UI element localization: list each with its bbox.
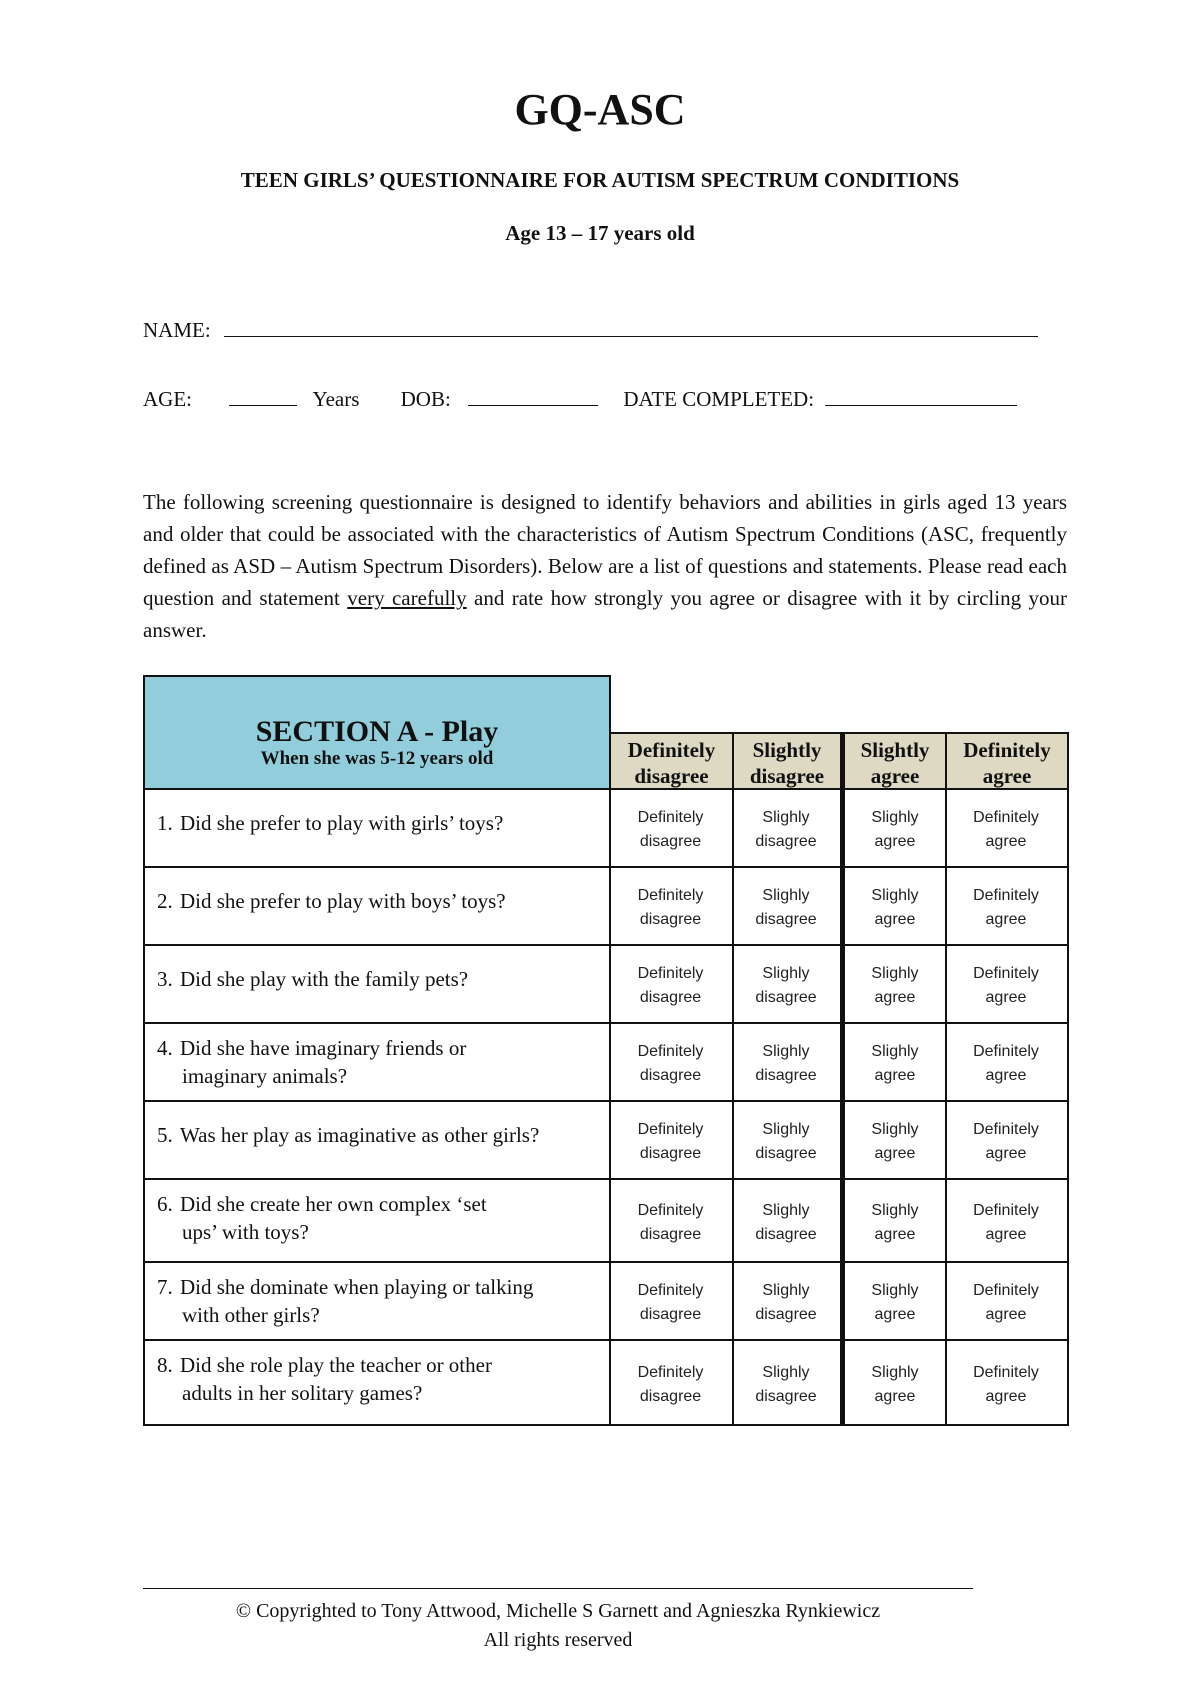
question-row <box>143 1341 611 1426</box>
answer-option-slightly-agree[interactable] <box>840 1102 947 1180</box>
answer-label: disagree <box>755 833 817 850</box>
answer-label: Slighly <box>871 809 919 826</box>
intro-paragraph <box>143 486 1067 646</box>
question-line: imaginary animals? <box>182 1064 348 1088</box>
answer-label: agree <box>874 833 916 850</box>
question-line: Did she prefer to play with boys’ toys? <box>180 889 506 913</box>
question-number: 1. <box>157 811 173 835</box>
column-header-line: Definitely <box>963 738 1051 762</box>
intro-text-2: and rate how strongly you agree or disagree with it by circling your answer. <box>143 586 1067 642</box>
question-line: Did she play with the family pets? <box>180 967 469 991</box>
question-row <box>143 1102 611 1180</box>
answer-option-definitely-disagree[interactable] <box>609 946 734 1024</box>
question-line: with other girls? <box>182 1303 320 1327</box>
copyright-text: © Copyrighted to Tony Attwood, Michelle S Garnett and Agnieszka Rynkiewicz <box>235 1600 881 1622</box>
answer-option-slightly-agree[interactable] <box>840 1263 947 1341</box>
document-title: GQ-ASC <box>514 85 686 134</box>
answer-option-definitely-agree[interactable] <box>945 1024 1069 1102</box>
answer-label: Definitely <box>637 1202 704 1219</box>
answer-label: Definitely <box>637 1364 704 1381</box>
answer-label: Slighly <box>871 965 919 982</box>
section-header <box>143 675 611 790</box>
answer-label: disagree <box>755 1145 817 1162</box>
answer-option-slightly-agree[interactable] <box>840 946 947 1024</box>
answer-label: Slighly <box>762 1043 810 1060</box>
answer-option-slightly-agree[interactable] <box>840 1024 947 1102</box>
question-number: 4. <box>157 1036 173 1060</box>
answer-label: Definitely <box>973 1364 1039 1381</box>
answer-label: agree <box>874 1145 916 1162</box>
answer-label: disagree <box>639 1067 702 1084</box>
years-label: Years <box>312 387 360 411</box>
answer-label: Slighly <box>762 1202 810 1219</box>
question-row <box>143 1263 611 1341</box>
answer-option-definitely-agree[interactable] <box>945 1341 1069 1426</box>
answer-label: Slighly <box>871 887 919 904</box>
question-text <box>157 887 601 915</box>
answer-option-definitely-disagree[interactable] <box>609 790 734 868</box>
answer-option-definitely-disagree[interactable] <box>609 1341 734 1426</box>
answer-option-slightly-agree[interactable] <box>840 1341 947 1426</box>
rights-text: All rights reserved <box>483 1629 633 1651</box>
answer-label: disagree <box>639 833 702 850</box>
column-header-definitely-disagree <box>609 732 734 790</box>
answer-label: disagree <box>639 1145 702 1162</box>
age-field[interactable] <box>229 387 297 406</box>
answer-option-slightly-agree[interactable] <box>840 868 947 946</box>
question-line: Did she role play the teacher or other <box>180 1353 492 1377</box>
column-header-line: Slightly <box>752 738 822 762</box>
answer-label: Slighly <box>762 1364 810 1381</box>
answer-option-slightly-disagree[interactable] <box>732 868 842 946</box>
column-header-slightly-disagree <box>732 732 842 790</box>
question-number: 7. <box>157 1275 173 1299</box>
age-range: Age 13 – 17 years old <box>505 221 695 245</box>
answer-option-slightly-disagree[interactable] <box>732 1263 842 1341</box>
dob-label: DOB: <box>400 387 451 411</box>
answer-label: Definitely <box>637 1043 704 1060</box>
question-text <box>157 1351 601 1407</box>
column-header-line: agree <box>870 764 920 788</box>
answer-label: disagree <box>755 989 817 1006</box>
question-line: adults in her solitary games? <box>182 1381 423 1405</box>
answer-option-definitely-disagree[interactable] <box>609 1102 734 1180</box>
answer-label: Slighly <box>762 887 810 904</box>
answer-label: Definitely <box>637 1121 704 1138</box>
answer-option-definitely-agree[interactable] <box>945 1263 1069 1341</box>
question-number: 2. <box>157 889 173 913</box>
answer-label: Definitely <box>973 1121 1039 1138</box>
answer-label: disagree <box>755 1388 817 1405</box>
answer-option-slightly-disagree[interactable] <box>732 790 842 868</box>
question-line: ups’ with toys? <box>182 1220 309 1244</box>
column-header-line: agree <box>982 764 1032 788</box>
answer-option-definitely-agree[interactable] <box>945 790 1069 868</box>
column-header-line: Slightly <box>860 738 930 762</box>
answer-label: Slighly <box>762 965 810 982</box>
answer-label: agree <box>985 989 1027 1006</box>
footer <box>143 1597 973 1655</box>
answer-label: Slighly <box>762 809 810 826</box>
answer-option-definitely-agree[interactable] <box>945 1102 1069 1180</box>
answer-option-slightly-disagree[interactable] <box>732 1024 842 1102</box>
answer-option-slightly-agree[interactable] <box>840 1180 947 1263</box>
answer-label: Slighly <box>871 1043 919 1060</box>
question-line: Was her play as imaginative as other girls? <box>180 1123 540 1147</box>
answer-label: disagree <box>639 989 702 1006</box>
answer-option-slightly-agree[interactable] <box>840 790 947 868</box>
answer-option-definitely-disagree[interactable] <box>609 868 734 946</box>
answer-option-slightly-disagree[interactable] <box>732 1180 842 1263</box>
document-subtitle: TEEN GIRLS’ QUESTIONNAIRE FOR AUTISM SPECTRUM CONDITIONS <box>240 168 960 192</box>
answer-label: disagree <box>639 1306 702 1323</box>
answer-label: Definitely <box>637 965 704 982</box>
answer-option-definitely-agree[interactable] <box>945 868 1069 946</box>
dob-field[interactable] <box>468 387 598 406</box>
answer-label: Slighly <box>871 1121 919 1138</box>
column-header-line: disagree <box>634 764 709 788</box>
age-label: AGE: <box>143 387 192 411</box>
answer-label: agree <box>985 1388 1027 1405</box>
answer-label: agree <box>874 1226 916 1243</box>
answer-label: agree <box>985 1145 1027 1162</box>
column-header-line: Definitely <box>627 738 716 762</box>
column-header-slightly-agree <box>840 732 947 790</box>
date-completed-field[interactable] <box>825 387 1017 406</box>
answer-label: Definitely <box>637 809 704 826</box>
answer-label: disagree <box>755 1306 817 1323</box>
question-text <box>157 1273 601 1329</box>
question-row <box>143 868 611 946</box>
question-number: 3. <box>157 967 173 991</box>
question-text <box>157 1121 601 1149</box>
question-row <box>143 790 611 868</box>
answer-label: Slighly <box>871 1202 919 1219</box>
answer-label: disagree <box>755 911 817 928</box>
answer-label: Definitely <box>973 1282 1039 1299</box>
answer-label: Definitely <box>973 1043 1039 1060</box>
answer-label: agree <box>985 833 1027 850</box>
answer-option-definitely-agree[interactable] <box>945 1180 1069 1263</box>
answer-label: agree <box>874 1067 916 1084</box>
question-text <box>157 1034 601 1090</box>
question-line: Did she prefer to play with girls’ toys? <box>180 811 504 835</box>
answer-label: Definitely <box>973 887 1039 904</box>
section-subtitle: When she was 5-12 years old <box>260 748 494 769</box>
question-line: Did she have imaginary friends or <box>180 1036 467 1060</box>
answer-option-slightly-disagree[interactable] <box>732 1102 842 1180</box>
answer-label: disagree <box>639 1388 702 1405</box>
answer-label: disagree <box>755 1067 817 1084</box>
name-label: NAME: <box>143 318 211 342</box>
name-row <box>143 318 1038 343</box>
answer-label: disagree <box>639 911 702 928</box>
intro-text-1: The following screening questionnaire is designed to identify behaviors and abilities in girls aged 13 years and older that could be associated with the characteristics of Autism Spectrum Conditions (ASC, frequently defined as ASD – Autism Spectrum Disorders). Below are a list of questions and statements. Please read each question and statement <box>143 490 1067 610</box>
answer-option-definitely-disagree[interactable] <box>609 1180 734 1263</box>
answer-label: Slighly <box>762 1121 810 1138</box>
answer-label: agree <box>874 911 916 928</box>
answer-label: Definitely <box>637 887 704 904</box>
question-row <box>143 946 611 1024</box>
question-number: 6. <box>157 1192 173 1216</box>
answer-label: disagree <box>639 1226 702 1243</box>
answer-label: disagree <box>755 1226 817 1243</box>
question-row <box>143 1180 611 1263</box>
answer-label: agree <box>985 1226 1027 1243</box>
answer-label: Definitely <box>973 1202 1039 1219</box>
answer-label: Definitely <box>637 1282 704 1299</box>
answer-label: Definitely <box>973 965 1039 982</box>
question-line: Did she create her own complex ‘set <box>180 1192 487 1216</box>
answer-label: agree <box>874 1388 916 1405</box>
answer-label: Slighly <box>762 1282 810 1299</box>
intro-emphasis: very carefully <box>347 586 467 610</box>
answer-label: Slighly <box>871 1364 919 1381</box>
name-field[interactable] <box>224 318 1038 337</box>
question-text <box>157 1190 601 1246</box>
question-number: 8. <box>157 1353 173 1377</box>
question-line: Did she dominate when playing or talking <box>180 1275 534 1299</box>
column-header-line: disagree <box>749 764 825 788</box>
question-number: 5. <box>157 1123 173 1147</box>
answer-option-definitely-agree[interactable] <box>945 946 1069 1024</box>
answer-label: agree <box>985 1306 1027 1323</box>
answer-option-definitely-disagree[interactable] <box>609 1024 734 1102</box>
footer-divider <box>143 1588 973 1589</box>
section-title: SECTION A - Play <box>255 715 499 748</box>
answer-option-definitely-disagree[interactable] <box>609 1263 734 1341</box>
age-row <box>143 387 1017 412</box>
question-row <box>143 1024 611 1102</box>
column-header-definitely-agree <box>945 732 1069 790</box>
answer-option-slightly-disagree[interactable] <box>732 1341 842 1426</box>
answer-option-slightly-disagree[interactable] <box>732 946 842 1024</box>
answer-label: Definitely <box>973 809 1039 826</box>
answer-label: agree <box>874 989 916 1006</box>
date-completed-label: DATE COMPLETED: <box>623 387 815 411</box>
question-text <box>157 809 601 837</box>
answer-label: agree <box>874 1306 916 1323</box>
answer-label: Slighly <box>871 1282 919 1299</box>
answer-label: agree <box>985 1067 1027 1084</box>
answer-label: agree <box>985 911 1027 928</box>
question-text <box>157 965 601 993</box>
